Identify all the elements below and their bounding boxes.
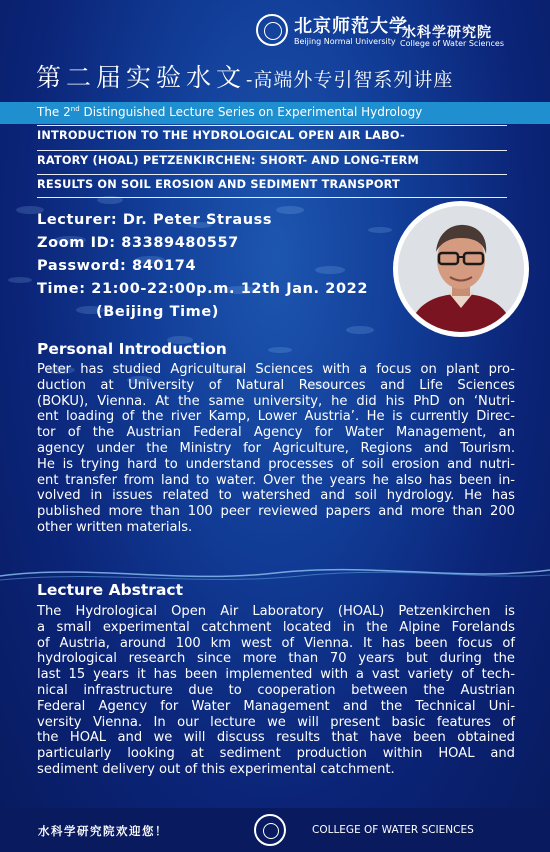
abstract-line: sediment delivery out of this experimental catchment. xyxy=(37,761,395,777)
intro-line: published more than 100 peer reviewed papers and more than 200 xyxy=(37,504,515,520)
abstract-line: nical infrastructure due to cooperation between the Austrian xyxy=(37,682,515,698)
lecture-title-line-2: RATORY (HOAL) PETZENKIRCHEN: SHORT- AND LONG-TERM xyxy=(37,154,419,167)
abstract-line: Federal Agency for Water Management and the Technical Uni- xyxy=(37,698,515,714)
abstract-line: a small experimental catchment located in the Alpine Forelands xyxy=(37,619,515,635)
intro-line: ent transfer from land to water. Over the years he also has been in- xyxy=(37,472,515,488)
abstract-line: The Hydrological Open Air Laboratory (HOAL) Petzenkirchen is xyxy=(37,604,515,619)
intro-line: (BOKU), Vienna. At the same university, he did his PhD on ‘Nutri- xyxy=(37,393,515,409)
zoom-password: Password: 840174 xyxy=(37,258,197,274)
abstract-line: the HOAL and we will discuss results that have been obtained xyxy=(37,730,515,746)
university-name-cn: 北京师范大学 xyxy=(294,16,408,37)
abstract-paragraph xyxy=(37,604,515,778)
intro-line: volved in issues related to watershed and soil hydrology. He has xyxy=(37,488,515,504)
poster-title xyxy=(36,58,453,94)
footer-seal-icon xyxy=(254,814,286,846)
footer-welcome-cn: 水科学研究院欢迎您！ xyxy=(38,824,168,838)
series-name: The 2nd Distinguished Lecture Series on Experimental Hydrology xyxy=(37,105,423,119)
college-name-cn: 水科学研究院 xyxy=(402,25,492,41)
lecturer-photo xyxy=(398,206,524,332)
lecture-time: Time: 21:00-22:00p.m. 12th Jan. 2022 xyxy=(37,281,369,297)
abstract-line: last 15 years it has been implemented with a vast variety of tech- xyxy=(37,667,515,683)
intro-line: duction at University of Natural Resources and Life Sciences xyxy=(37,377,515,393)
abstract-line: of Austria, around 100 km west of Vienna. It has been focus of xyxy=(37,635,515,651)
intro-line: He is trying hard to understand processes of soil erosion and nutri- xyxy=(37,456,515,472)
abstract-line: particularly looking at sediment production within HOAL and xyxy=(37,746,515,762)
lecture-title-line-3: RESULTS ON SOIL EROSION AND SEDIMENT TRANSPORT xyxy=(37,178,400,191)
lecture-title-line-1: INTRODUCTION TO THE HYDROLOGICAL OPEN AIR LABO- xyxy=(37,129,405,142)
lecturer-portrait-icon xyxy=(398,206,524,332)
title-rule-2 xyxy=(37,150,507,151)
title-rule-4 xyxy=(37,197,507,198)
footer-college-en: COLLEGE OF WATER SCIENCES xyxy=(312,824,474,836)
poster-title-main: 第二届实验水文 xyxy=(36,63,247,92)
footer-bar xyxy=(0,808,550,852)
intro-paragraph xyxy=(37,362,515,536)
lecturer-name: Lecturer: Dr. Peter Strauss xyxy=(37,212,273,228)
intro-heading: Personal Introduction xyxy=(37,340,227,358)
zoom-id: Zoom ID: 83389480557 xyxy=(37,235,239,251)
abstract-line: versity Vienna. In our lecture we will present basic features of xyxy=(37,714,515,730)
abstract-heading: Lecture Abstract xyxy=(37,581,184,599)
intro-line: tor of the Austrian Federal Agency for Water Management, an xyxy=(37,425,515,441)
poster-title-sub: -高端外专引智系列讲座 xyxy=(246,69,454,91)
intro-line: ent loading of the river Kamp, Lower Austria’. He is currently Direc- xyxy=(37,409,515,425)
college-name-en: College of Water Sciences xyxy=(400,39,505,48)
intro-line: other written materials. xyxy=(37,519,193,535)
title-rule-3 xyxy=(37,174,507,175)
intro-line: Peter has studied Agricultural Sciences with a focus on plant pro- xyxy=(37,362,515,377)
intro-line: agency under the Ministry for Agriculture, Regions and Tourism. xyxy=(37,440,515,456)
title-rule-1 xyxy=(37,125,507,126)
abstract-line: hydrological research since more than 70 years but during the xyxy=(37,651,515,667)
university-name-en: Beijing Normal University xyxy=(294,37,396,46)
lecture-timezone: (Beijing Time) xyxy=(96,304,220,320)
university-seal-icon xyxy=(256,14,288,46)
university-logo-block xyxy=(250,10,540,52)
lecturer-photo-frame xyxy=(393,201,529,337)
